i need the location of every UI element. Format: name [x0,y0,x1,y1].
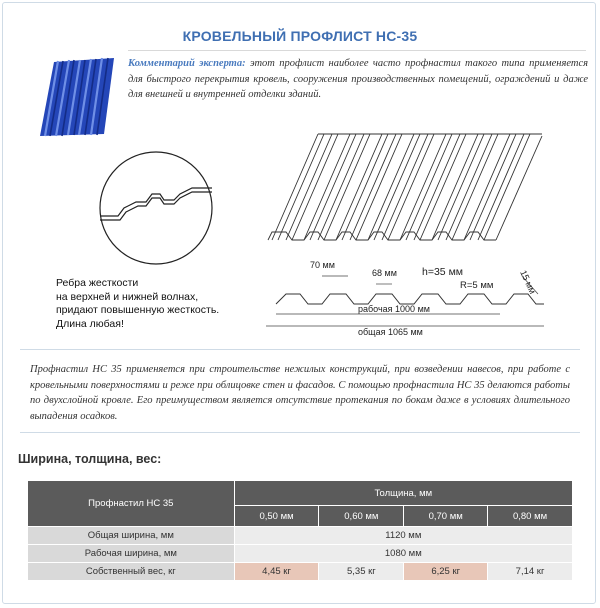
thickness-col: 0,60 мм [319,506,404,527]
expert-comment-text: этот профлист наиболее часто профнастил такого типа применяется для быстрого перекрытия кровель, сооружения производственных помещений, ограждений и даже для внешней и внутренней отделки зданий. [128,58,588,100]
ribs-note-line: придают повышенную жесткость. [56,304,220,316]
table-heading: Ширина, толщина, вес: [18,452,162,466]
dim-bottom-width: 68 мм [372,268,397,278]
specs-table [27,480,573,581]
ribs-note-line: Ребра жесткости [56,277,139,289]
dim-total-width: общая 1065 мм [358,327,423,337]
cross-section [276,294,544,304]
page-title: КРОВЕЛЬНЫЙ ПРОФЛИСТ НС-35 [182,28,418,44]
weight-cell: 7,14 кг [488,563,573,581]
ribs-note-line: Длина любая! [56,317,124,330]
table-row [28,563,573,581]
description-paragraph: Профнастил НС 35 применяется при строительстве нежилых конструкций, при возведении навесов, при работе с кровельными поверхностями и реже при облицовке стен и фасадов. С помощью профнастила НС 35 делаются работы по двухслойной кровле. Его преимуществом является отсутствие протекания по бокам даже в условиях длительного выпадения осадков. [30,364,570,422]
table-row [28,545,573,563]
dim-top-width: 70 мм [310,260,335,270]
row-label: Общая ширина, мм [28,527,235,545]
thickness-header: Толщина, мм [234,481,572,506]
dim-radius: R=5 мм [460,280,494,291]
row-label: Рабочая ширина, мм [28,545,235,563]
row-label: Собственный вес, кг [28,563,235,581]
title-divider [128,50,586,51]
ribs-note [56,277,246,331]
row-value: 1120 мм [234,527,572,545]
weight-cell: 4,45 кг [234,563,319,581]
dim-edge: 15 мм [518,268,538,296]
ribs-note-line: на верхней и нижней волнах, [56,290,199,303]
sheet-isometric [268,134,542,240]
dim-height: h=35 мм [422,266,464,278]
thickness-col: 0,80 мм [488,506,573,527]
profiled-sheet-image [34,56,120,138]
section-divider [20,349,580,350]
weight-cell: 5,35 кг [319,563,404,581]
section-divider [20,432,580,433]
dimension-lines [266,276,544,326]
thickness-col: 0,50 мм [234,506,319,527]
expert-comment [128,56,588,103]
thickness-col: 0,70 мм [404,506,488,527]
row-value: 1080 мм [234,545,572,563]
table-row [28,527,573,545]
rib-detail-circle [100,152,212,264]
expert-comment-lead: Комментарий эксперта: [128,58,246,69]
weight-cell: 6,25 кг [404,563,488,581]
table-corner-header: Профнастил НС 35 [28,481,235,527]
dim-working-width: рабочая 1000 мм [358,304,430,314]
